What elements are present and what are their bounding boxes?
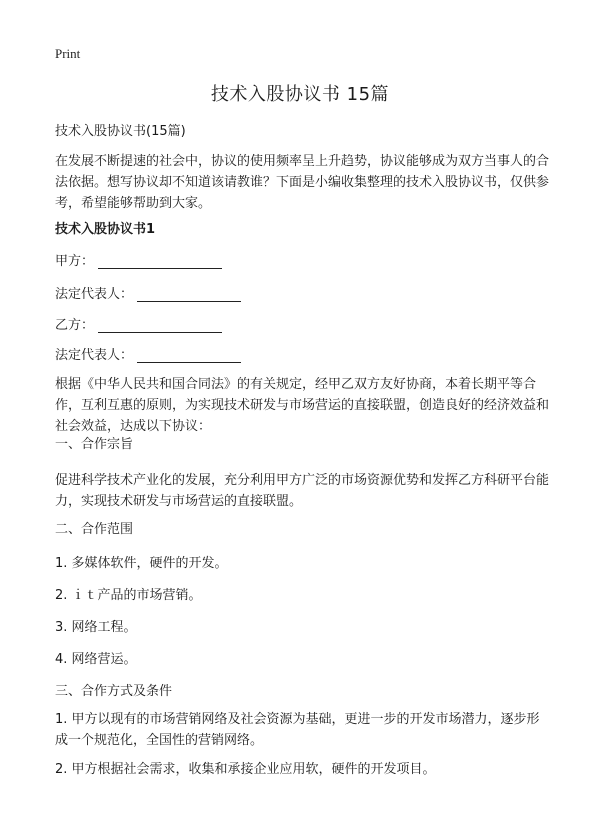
section1-text: 促进科学技术产业化的发展，充分利用甲方广泛的市场资源优势和发挥乙方科研平台能力，实现技术研发与市场营运的直接联盟。	[55, 473, 550, 509]
section2-item: 2. ｉｔ产品的市场营销。	[55, 588, 202, 603]
party-b-rep-label: 法定代表人：	[55, 348, 134, 363]
section1-title: 一、合作宗旨	[55, 437, 134, 452]
section3-title: 三、合作方式及条件	[55, 684, 173, 699]
party-b-label: 乙方：	[55, 318, 95, 333]
party-b-field	[55, 314, 222, 333]
section2-item: 3. 网络工程。	[55, 620, 137, 635]
party-b-rep-field	[55, 344, 241, 363]
preamble-paragraph: 根据《中华人民共和国合同法》的有关规定，经甲乙双方友好协商，本着长期平等合作，互利互惠的原则，为实现技术研发与市场营运的直接联盟，创造良好的经济效益和社会效益，达成以下协议：	[55, 377, 550, 434]
document-subtitle: 技术入股协议书(15篇)	[55, 124, 186, 139]
print-link[interactable]: Print	[55, 46, 81, 61]
party-b-blank	[98, 318, 222, 333]
agreement-heading: 技术入股协议书1	[55, 222, 156, 237]
party-b-rep-blank	[137, 348, 241, 363]
party-a-label: 甲方：	[55, 254, 95, 269]
section3-item: 2. 甲方根据社会需求，收集和承接企业应用软，硬件的开发项目。	[55, 762, 436, 777]
party-a-rep-field	[55, 283, 241, 302]
party-a-field	[55, 250, 222, 269]
section2-item: 1. 多媒体软件，硬件的开发。	[55, 556, 228, 571]
party-a-rep-label: 法定代表人：	[55, 287, 134, 302]
section3-item: 1. 甲方以现有的市场营销网络及社会资源为基础，更进一步的开发市场潜力，逐步形成一个规范化，全国性的营销网络。	[55, 712, 540, 748]
party-a-blank	[98, 254, 222, 269]
section2-item: 4. 网络营运。	[55, 652, 137, 667]
intro-paragraph: 在发展不断提速的社会中，协议的使用频率呈上升趋势，协议能够成为双方当事人的合法依据。想写协议却不知道该请教谁？下面是小编收集整理的技术入股协议书，仅供参考，希望能够帮助到大家。	[55, 154, 550, 211]
page-title: 技术入股协议书 15篇	[210, 84, 390, 105]
section2-title: 二、合作范围	[55, 522, 134, 537]
party-a-rep-blank	[137, 287, 241, 302]
